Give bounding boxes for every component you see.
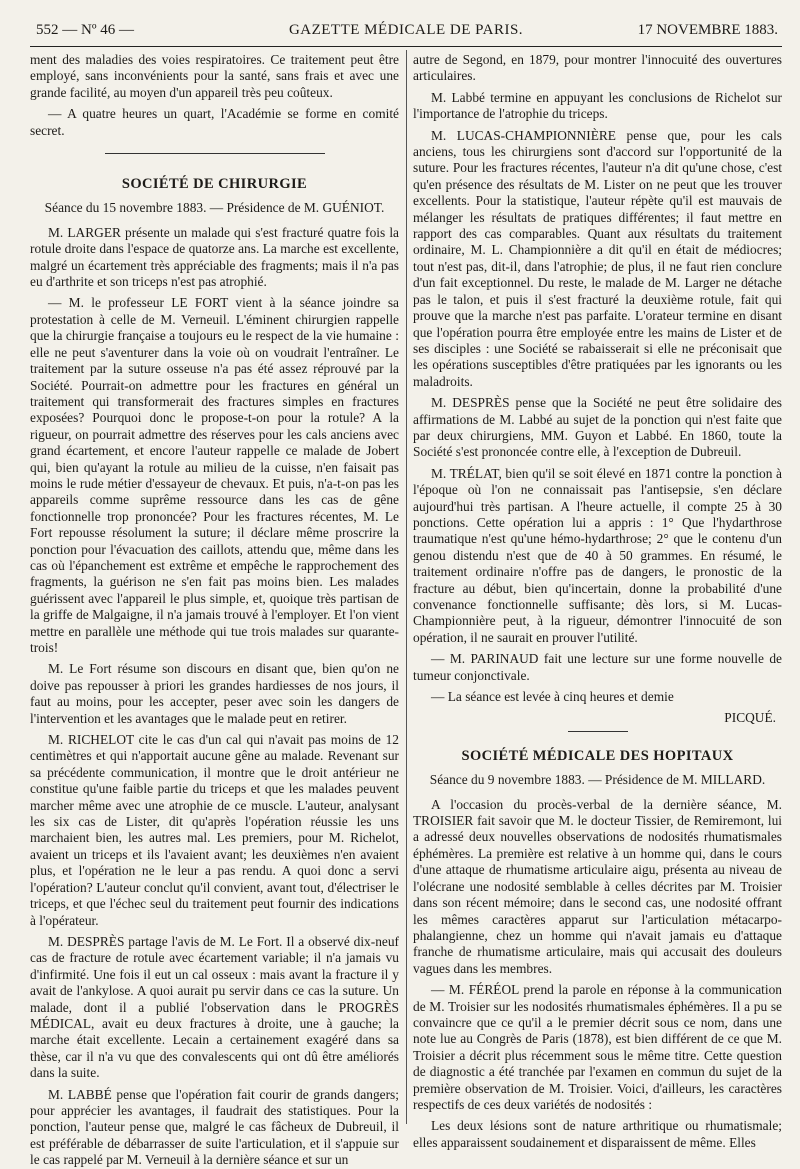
signature: PICQUÉ. (724, 710, 776, 726)
issue-date: 17 NOVEMBRE 1883. (637, 22, 778, 38)
paragraph: M. DESPRÈS partage l'avis de M. Le Fort. Il a observé dix-neuf cas de fracture de rotule avec écartement variable; il n'a jamais vu d'infirmité. Une fois il eut un cal osseux : mais avant la fracture il y avait de l'ankylose. A quoi aurait pu servir dans ce cas la suture. Un malade, dont il a publié l'observation dans le PROGRÈS MÉDICAL, avait eu deux fractures à droite, une à gauche; la marche était excellente. Lecain a certainement exagéré dans sa thèse, car il n'a vu que des convalescents qui ont dû être améliorés dans la suite. (30, 933, 399, 1081)
session-line: Séance du 9 novembre 1883. — Présidence de M. MILLARD. (429, 772, 766, 788)
left-column (30, 52, 399, 1168)
section-title-chirurgie: SOCIÉTÉ DE CHIRURGIE (121, 176, 308, 193)
session-line: Séance du 15 novembre 1883. — Présidence de M. GUÉNIOT. (44, 200, 385, 216)
paragraph: M. RICHELOT cite le cas d'un cal qui n'avait pas moins de 12 centimètres et qui n'apportait aucune gêne au malade. Revenant sur sa précédente communication, il montre que le droit antérieur ne constitue qu'une faible partie du triceps et que les malades peuvent marcher même avec une atrophie de ce muscle. L'auteur, analysant les six cas de Lister, dit qu'après l'opération réussie les uns marchaient bien, les autres mal. Les premiers, pour M. Richelot, avaient un triceps et ils l'avaient avant; les deuxièmes n'en avaient plus, et l'opération ne le leur a pas rendu. A quoi donc a servi l'opération? L'auteur conclut qu'il convient, avant tout, d'électriser le triceps, et que l'échec seul du traitement peut fournir des indications à l'opérateur. (30, 732, 399, 928)
paragraph: M. DESPRÈS pense que la Société ne peut être solidaire des affirmations de M. Labbé au sujet de la ponction qui n'est faite que par deux chirurgiens, MM. Guyon et Labbé. En 1860, toute la Société s'est prononcée contre elle, à l'exception de Dubreuil. (413, 395, 782, 460)
paragraph: M. LUCAS-CHAMPIONNIÈRE pense que, pour les cals anciens, tous les chirurgiens sont d'accord sur l'opportunité de la suture. Pour les fractures récentes, l'auteur n'a dit qu'une chose, c'est qu'en présence des résultats de M. Lister on ne peut que les trouver excellents. Pour la statistique, l'auteur répète qu'il est mauvais de mélanger les résultats de pratiques différentes; il faut mettre en rapport des cas comparables. Quant aux résultats du traitement ordinaire, M. L. Championnière a dit qu'il en était de médiocres; tout n'est pas, dit-il, dans l'atrophie; de plus, il ne faut rien conclure d'un fait exceptionnel. Du reste, le malade de M. Larger ne détache pas le talon, et puis il s'est fracturé la deuxième rotule, fait qui prouve que la marche n'est pas parfaite. L'orateur termine en disant que l'opération pourra être employée entre les mains de Lister et de ses disciples : une Société se rabaisserait si elle ne préconisait que les opérations susceptibles d'être pratiquées par les ignorants ou les maladroits. (413, 127, 782, 389)
column-divider (406, 50, 407, 1124)
paragraph: ment des maladies des voies respiratoires. Ce traitement peut être employé, sans inconvénients pour la santé, sans frais et avec une grande facilité, au moyen d'un appareil très peu coûteux. (30, 52, 399, 100)
paragraph: M. Labbé termine en appuyant les conclusions de Richelot sur l'importance de l'atrophie du triceps. (413, 89, 782, 122)
page-header (30, 20, 782, 47)
page-number: 552 — Nº 46 — (36, 22, 134, 38)
separator (568, 731, 628, 732)
paragraph: — M. PARINAUD fait une lecture sur une forme nouvelle de tumeur conjonctivale. (413, 651, 782, 683)
section-title-hopitaux: SOCIÉTÉ MÉDICALE DES HOPITAUX (461, 747, 734, 764)
paragraph: M. LABBÉ pense que l'opération fait courir de grands dangers; pour apprécier les avantages, il faudrait des statistiques. Pour la ponction, l'auteur pense que, malgré le cas fâcheux de Dubreuil, il est préférable de débarrasser de suite l'articulation, et il s'appuie sur le cas rappelé par M. Verneuil à la dernière séance et sur un (30, 1086, 399, 1168)
separator (105, 153, 325, 154)
journal-title: GAZETTE MÉDICALE DE PARIS. (288, 22, 524, 38)
paragraph: — La séance est levée à cinq heures et demie (431, 689, 674, 705)
paragraph: — M. FÉRÉOL prend la parole en réponse à la communication de M. Troisier sur les nodosités rhumatismales éphémères. Il a pu se convaincre que ce qu'il a le premier décrit sous ce nom, dans une note lue au Congrès de Paris (1878), est bien différent de ce que M. Troisier a décrit plus récemment sous le même titre. Cette question de diagnostic a été tranchée par l'examen en commun du sujet de la première observation de M. Troisier. Voici, d'ailleurs, les caractères respectifs de ces deux variétés de nodosités : (413, 982, 782, 1112)
paragraph: autre de Segond, en 1879, pour montrer l'innocuité des ouvertures articulaires. (413, 52, 782, 84)
paragraph: — M. le professeur LE FORT vient à la séance joindre sa protestation à celle de M. Verneuil. L'éminent chirurgien rappelle que la chirurgie française a toujours eu le respect de la vie humaine : elle ne peut s'aventurer dans la voie où on voudrait l'entraîner. Le traitement par la suture osseuse n'a pas été assez réprouvé par la Société. Pourrait-on admettre pour les fractures en général un traitement qui transformerait des fractures simples en fractures exposées? Pourquoi donc le propose-t-on pour la rotule? A la rigueur, on pourrait admettre des réserves pour les cals anciens avec grand écartement, et encore l'auteur rappelle ce malade de Jobert qui, bien qu'ayant la rotule au milieu de la cuisse, n'en faisait pas moins le rude métier d'essayeur de chevaux. Et puis, n'a-t-on pas les appareils comme suprême ressource dans les cas de gêne fonctionnelle trop prononcée? Pour les fractures récentes, M. Le Fort repousse résolument la suture; il déclare même proscrire la ponction pour l'évacuation des caillots, attendu que, même dans les cas où l'épanchement est extrême et empêche le rapprochement des fragments, la guérison ne s'en fait pas moins bien. Les malades guérissent avec l'appareil le plus simple, et, quoique très partisan de la griffe de Malgaigne, il n'a jamais trouvé à l'employer. Et l'on vient mettre en parallèle une méthode qui tue trois malades sur quarante-trois! (30, 295, 399, 655)
paragraph: A l'occasion du procès-verbal de la dernière séance, M. TROISIER fait savoir que M. le docteur Tissier, de Remiremont, lui a adressé deux nouvelles observations de nodosités rhumatismales éphémères. La première est relative à un homme qui, dans le cours d'une attaque de rhumatisme articulaire aigu, présenta au niveau de l'olécrane une nodosité semblable à celles décrites par M. Troisier dans son récent mémoire; dans le second cas, une nodosité offrant les mêmes caractères apparut sur l'articulation métacarpo-phalangienne, chez un homme qui n'avait jamais eu d'attaque franche de rhumatisme articulaire, mais qui accusait des douleurs vagues dans les membres. (413, 796, 782, 976)
paragraph: Les deux lésions sont de nature arthritique ou rhumatismale; elles apparaissent soudainement et disparaissent de même. Elles (413, 1118, 782, 1150)
right-column (413, 52, 782, 1150)
paragraph: M. LARGER présente un malade qui s'est fracturé quatre fois la rotule droite dans l'espace de quatorze ans. La marche est excellente, malgré un écartement très appréciable des fragments; mais il n'a pas eu d'arthrite et son triceps n'est pas atrophié. (30, 224, 399, 290)
paragraph: M. Le Fort résume son discours en disant que, bien qu'on ne doive pas repousser à priori les grandes hardiesses de nos jours, il faut au moins, pour les accepter, peser avec soin les dangers de l'intervention et les avantages que le malade peut en retirer. (30, 661, 399, 726)
paragraph: — A quatre heures un quart, l'Académie se forme en comité secret. (30, 106, 399, 138)
paragraph: M. TRÉLAT, bien qu'il se soit élevé en 1871 contre la ponction à l'époque où l'on ne connaissait pas l'antisepsie, s'en déclare aujourd'hui très partisan. A l'heure actuelle, il compte 25 à 30 ponctions. Cette opération lui a appris : 1° Que l'hydarthrose traumatique n'est qu'une hémo-hydarthrose; 2° que le contenu d'un genou distendu n'est que de 40 à 50 grammes. En résumé, le traitement ordinaire n'offre pas de dangers, le pronostic de la fracture au début, bien qu'incertain, donne la probabilité d'une convenance fonctionnelle suffisante; dès lors, si M. Lucas-Championnière peut, à la rigueur, démontrer l'innocuité de son opération, il ne saurait en prouver l'utilité. (413, 465, 782, 645)
